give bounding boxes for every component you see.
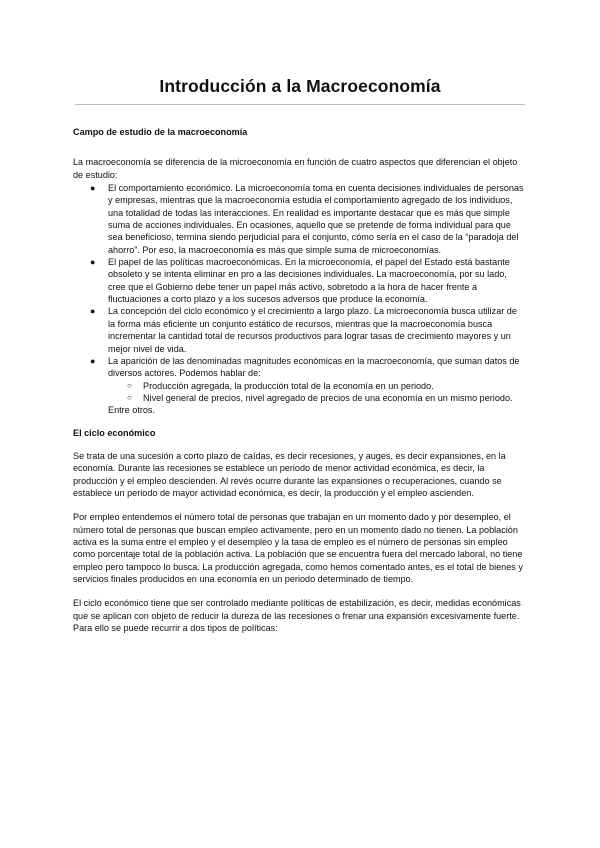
sub-list-item-text: Producción agregada, la producción total de la economía en un periodo. bbox=[143, 380, 434, 391]
list-item-text: El comportamiento económico. La microeconomía toma en cuenta decisiones individuales de personas y empresas, mientras que la macroeconomía estudia el comportamiento agregado de los individuos, una totalidad de todas las interacciones. En realidad es importante destacar que es más que simple suma de acciones individuales. En ocasiones, aquello que se pretende de forma individual para que sea beneficioso, termina siendo perjudicial para el conjunto, cómo sería en el caso de la “paradoja del ahorro”. Por eso, la macroeconomía es más que simple suma de microeconomías. bbox=[108, 183, 524, 255]
list-item bbox=[90, 256, 525, 305]
sub-list-item-text: Nivel general de precios, nivel agregado de precios de una economía en un mismo periodo. bbox=[143, 392, 513, 403]
bullet-icon: ● bbox=[90, 257, 96, 268]
bullet-icon: ● bbox=[90, 306, 96, 317]
intro-paragraph: La macroeconomía se diferencia de la microeconomía en función de cuatro aspectos que diferencian el objeto de estudio: bbox=[73, 157, 518, 180]
list-item-text: La aparición de las denominadas magnitudes económicas en la macroeconomía, que suman datos de diversos actores. Podemos hablar de: bbox=[108, 355, 520, 379]
list-item bbox=[90, 355, 525, 417]
title-divider bbox=[75, 104, 525, 105]
paragraph: Por empleo entendemos el número total de personas que trabajan en un momento dado y por desempleo, el número total de personas que buscan empleo activamente, pero en un momento dado no tienen. La población activa es la suma entre el empleo y el desempleo y la tasa de empleo es el número de personas sin empleo como porcentaje total de la población activa. La población que se encuentra fuera del mercado laboral, no tiene empleo pero tampoco lo busca. La producción agregada, como hemos comentado antes, es el total de bienes y servicios finales producidos en una economía en un periodo determinado de tiempo. bbox=[73, 512, 523, 584]
bullet-list bbox=[73, 182, 525, 417]
list-item bbox=[90, 182, 525, 256]
circle-bullet-icon: ○ bbox=[127, 380, 132, 390]
list-item bbox=[90, 305, 525, 354]
page-title: Introducción a la Macroeconomía bbox=[159, 76, 441, 96]
section-heading: Campo de estudio de la macroeconomía bbox=[73, 127, 248, 137]
closing-text: Entre otros. bbox=[108, 405, 156, 416]
bullet-icon: ● bbox=[90, 183, 96, 194]
bullet-icon: ● bbox=[90, 355, 96, 366]
list-item-text: La concepción del ciclo económico y el crecimiento a largo plazo. La microeconomía busca utilizar de la forma más eficiente un conjunto estático de recursos, mientras que la macroeconomía busca incrementar la cantidad total de recursos productivos para lograr tasas de crecimiento mayores y un mejor nivel de vida. bbox=[108, 306, 517, 354]
sub-list-item bbox=[127, 392, 525, 404]
paragraph: Se trata de una sucesión a corto plazo de caídas, es decir recesiones, y auges, es decir expansiones, en la economía. Durante las recesiones se establece un periodo de menor actividad económica, es decir, la producción y el empleo descienden. Al revés ocurre durante las expansiones o recuperaciones, cuando se establece un periodo de mayor actividad económica, es decir, la producción y el empleo ascienden. bbox=[73, 450, 506, 498]
paragraph: El ciclo económico tiene que ser controlado mediante políticas de estabilización, es decir, medidas económicas que se aplican con objeto de reducir la dureza de las recesiones o frenar una expansión excesivamente fuerte. Para ello se puede recurrir a dos tipos de políticas: bbox=[73, 598, 521, 634]
sub-bullet-list bbox=[108, 380, 525, 405]
list-item-text: El papel de las políticas macroeconómicas. En la microeconomía, el papel del Estado está bastante obsoleto y se intenta eliminar en pro a las decisiones individuales. La macroeconomía, por su lado, cree que el Gobierno debe tener un papel más activo, sobretodo a la hora de hacer frente a fluctuaciones a corto plazo y a los sucesos adversos que produce la economía. bbox=[108, 257, 510, 305]
circle-bullet-icon: ○ bbox=[127, 392, 132, 402]
sub-list-item bbox=[127, 380, 525, 392]
document-body bbox=[73, 126, 525, 646]
section-heading: El ciclo económico bbox=[73, 427, 156, 438]
